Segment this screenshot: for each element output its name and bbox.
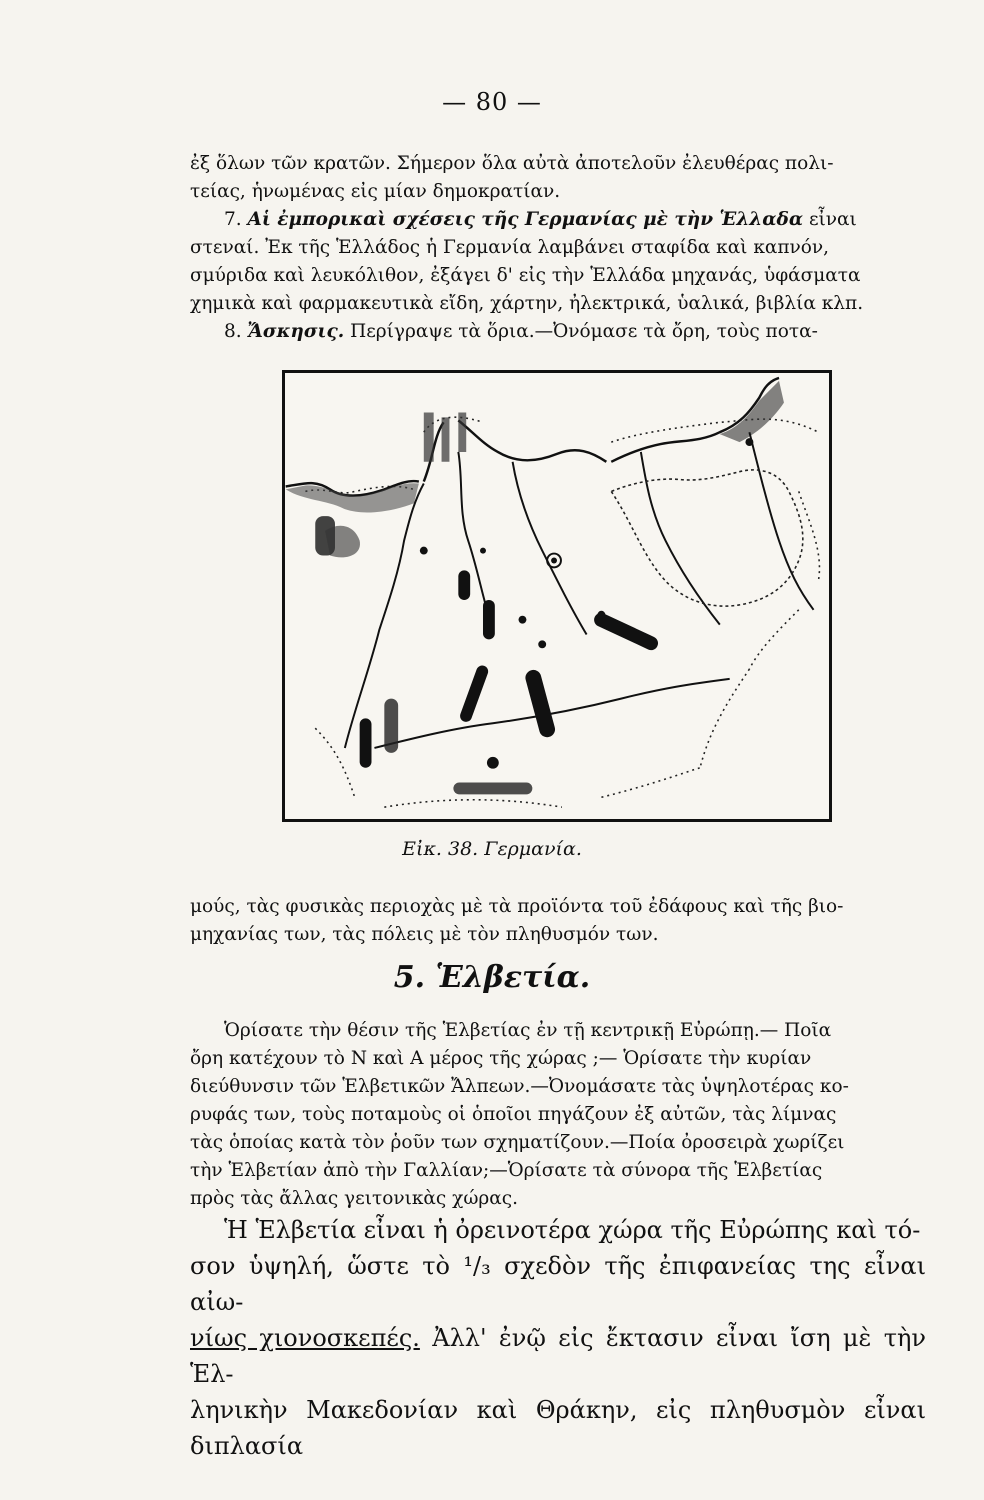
mountain-ridge xyxy=(360,718,372,767)
river-danube xyxy=(374,679,729,748)
city-dot xyxy=(487,757,499,769)
river-elbe xyxy=(513,462,587,635)
main-paragraph xyxy=(190,1212,926,1464)
item-8-line xyxy=(190,318,926,346)
fraction: ¹/₃ xyxy=(463,1252,491,1280)
text-line: ἐξ ὅλων τῶν κρατῶν. Σήμερον ὅλα αὐτὰ ἀποτελοῦν ἐλευθέρας πολι- xyxy=(190,153,834,174)
figure-caption: Εἰκ. 38. Γερμανία. xyxy=(402,838,582,860)
item-8-text: Περίγραψε τὰ ὅρια.—Ὀνόμασε τὰ ὄρη, τοὺς ποτα- xyxy=(350,321,818,342)
city-dot xyxy=(519,616,527,624)
text-line: στεναί. Ἐκ τῆς Ἑλλάδος ἡ Γερμανία λαμβάνει σταφίδα καὶ καπνόν, xyxy=(190,237,830,258)
underlined-text: νίως χιονοσκεπές. xyxy=(190,1324,420,1352)
city-dot xyxy=(597,611,605,619)
section-title: 5. Ἑλβετία. xyxy=(393,960,591,995)
top-paragraph xyxy=(190,150,926,346)
border-dotted xyxy=(305,417,819,807)
river-rhine xyxy=(345,484,424,748)
mountain-ridge xyxy=(453,782,532,794)
text-line: πρὸς τὰς ἄλλας γειτονικὰς χώρας. xyxy=(190,1188,519,1209)
city-dot xyxy=(480,548,486,554)
text-line: ρυφάς των, τοὺς ποταμοὺς οἱ ὁποῖοι πηγάζουν ἐξ αὐτῶν, τὰς λίμνας xyxy=(190,1104,837,1125)
text-line: Ὁρίσατε τὴν θέσιν τῆς Ἑλβετίας ἐν τῇ κεντρικῇ Εὐρώπῃ.— Ποῖα xyxy=(224,1020,832,1041)
text-line: μούς, τὰς φυσικὰς περιοχὰς μὲ τὰ προϊόντα τοῦ ἐδάφους καὶ τῆς βιο- xyxy=(190,896,844,917)
text-segment: σον ὑψηλή, ὥστε τὸ xyxy=(190,1252,451,1280)
page-number: — 80 — xyxy=(442,88,542,116)
text-line xyxy=(190,1320,926,1392)
text-line: τείας, ἡνωμένας εἰς μίαν δημοκρατίαν. xyxy=(190,181,561,202)
mid-paragraph xyxy=(190,893,926,949)
text-line: ληνικὴν Μακεδονίαν καὶ Θράκην, εἰς πληθυσμὸν εἶναι διπλασία xyxy=(190,1396,926,1460)
text-line: διεύθυνσιν τῶν Ἑλβετικῶν Ἄλπεων.—Ὀνομάσατε τὰς ὑψηλοτέρας κο- xyxy=(190,1076,849,1097)
item-8-number: 8. xyxy=(224,321,242,342)
text-line: μηχανίας των, τὰς πόλεις μὲ τὸν πληθυσμόν των. xyxy=(190,924,659,945)
text-line xyxy=(190,1248,926,1320)
river-oder xyxy=(641,452,720,625)
text-segment: σχεδὸν τῆς ἐπιφανείας της εἶναι αἰω- xyxy=(190,1252,926,1316)
text-line: ὄρη κατέχουν τὸ Ν καὶ Α μέρος τῆς χώρας ;— Ὁρίσατε τὴν κυρίαν xyxy=(190,1048,812,1069)
text-segment: Ἀλλ' ἐνῷ εἰς ἔκτασιν εἶναι ἴση μὲ τὴν Ἑλ- xyxy=(190,1324,926,1388)
text-line: χημικὰ καὶ φαρμακευτικὰ εἴδη, χάρτην, ἠλεκτρικά, ὑαλικά, βιβλία κλπ. xyxy=(190,293,864,314)
mountain-ridge xyxy=(483,600,495,639)
germany-map xyxy=(282,370,832,822)
item-7-number: 7. xyxy=(224,209,242,230)
coast-shading xyxy=(286,483,419,512)
item-7-line xyxy=(190,206,926,234)
mountain-ridge xyxy=(384,699,398,753)
city-dot xyxy=(538,640,546,648)
mountain-ridge xyxy=(458,570,470,600)
item-7-heading: Αἱ ἐμπορικαὶ σχέσεις τῆς Γερμανίας μὲ τὴν Ἑλλαδα xyxy=(247,209,804,230)
item-8-heading: Ἄσκησις. xyxy=(247,321,345,342)
baltic-shading xyxy=(720,381,784,442)
text-line: τὴν Ἑλβετίαν ἀπὸ τὴν Γαλλίαν;—Ὁρίσατε τὰ σύνορα τῆς Ἑλβετίας xyxy=(190,1160,823,1181)
mountain-ridge xyxy=(524,668,557,739)
mountain-ridge xyxy=(458,664,489,724)
item-7-text: εἶναι xyxy=(808,209,857,230)
inner-border xyxy=(611,470,803,606)
text-line: σμύριδα καὶ λευκόλιθον, ἐξάγει δ' εἰς τὴν Ἑλλάδα μηχανάς, ὑφάσματα xyxy=(190,265,861,286)
city-berlin-center xyxy=(551,558,557,564)
lowland-hatch xyxy=(424,412,466,461)
city-dot xyxy=(420,547,428,555)
coastline xyxy=(286,378,779,496)
text-line: Ἡ Ἑλβετία εἶναι ἡ ὀρεινοτέρα χώρα τῆς Εὐρώπης καὶ τό- xyxy=(224,1216,921,1244)
city-dot xyxy=(745,438,753,446)
river-vistula xyxy=(749,432,813,610)
lowland-hatch xyxy=(325,526,360,558)
map-drawing xyxy=(285,373,829,819)
swiss-questions xyxy=(190,1017,926,1213)
text-line: τὰς ὁποίας κατὰ τὸν ῥοῦν των σχηματίζουν.—Ποία ὀροσειρὰ χωρίζει xyxy=(190,1132,845,1153)
